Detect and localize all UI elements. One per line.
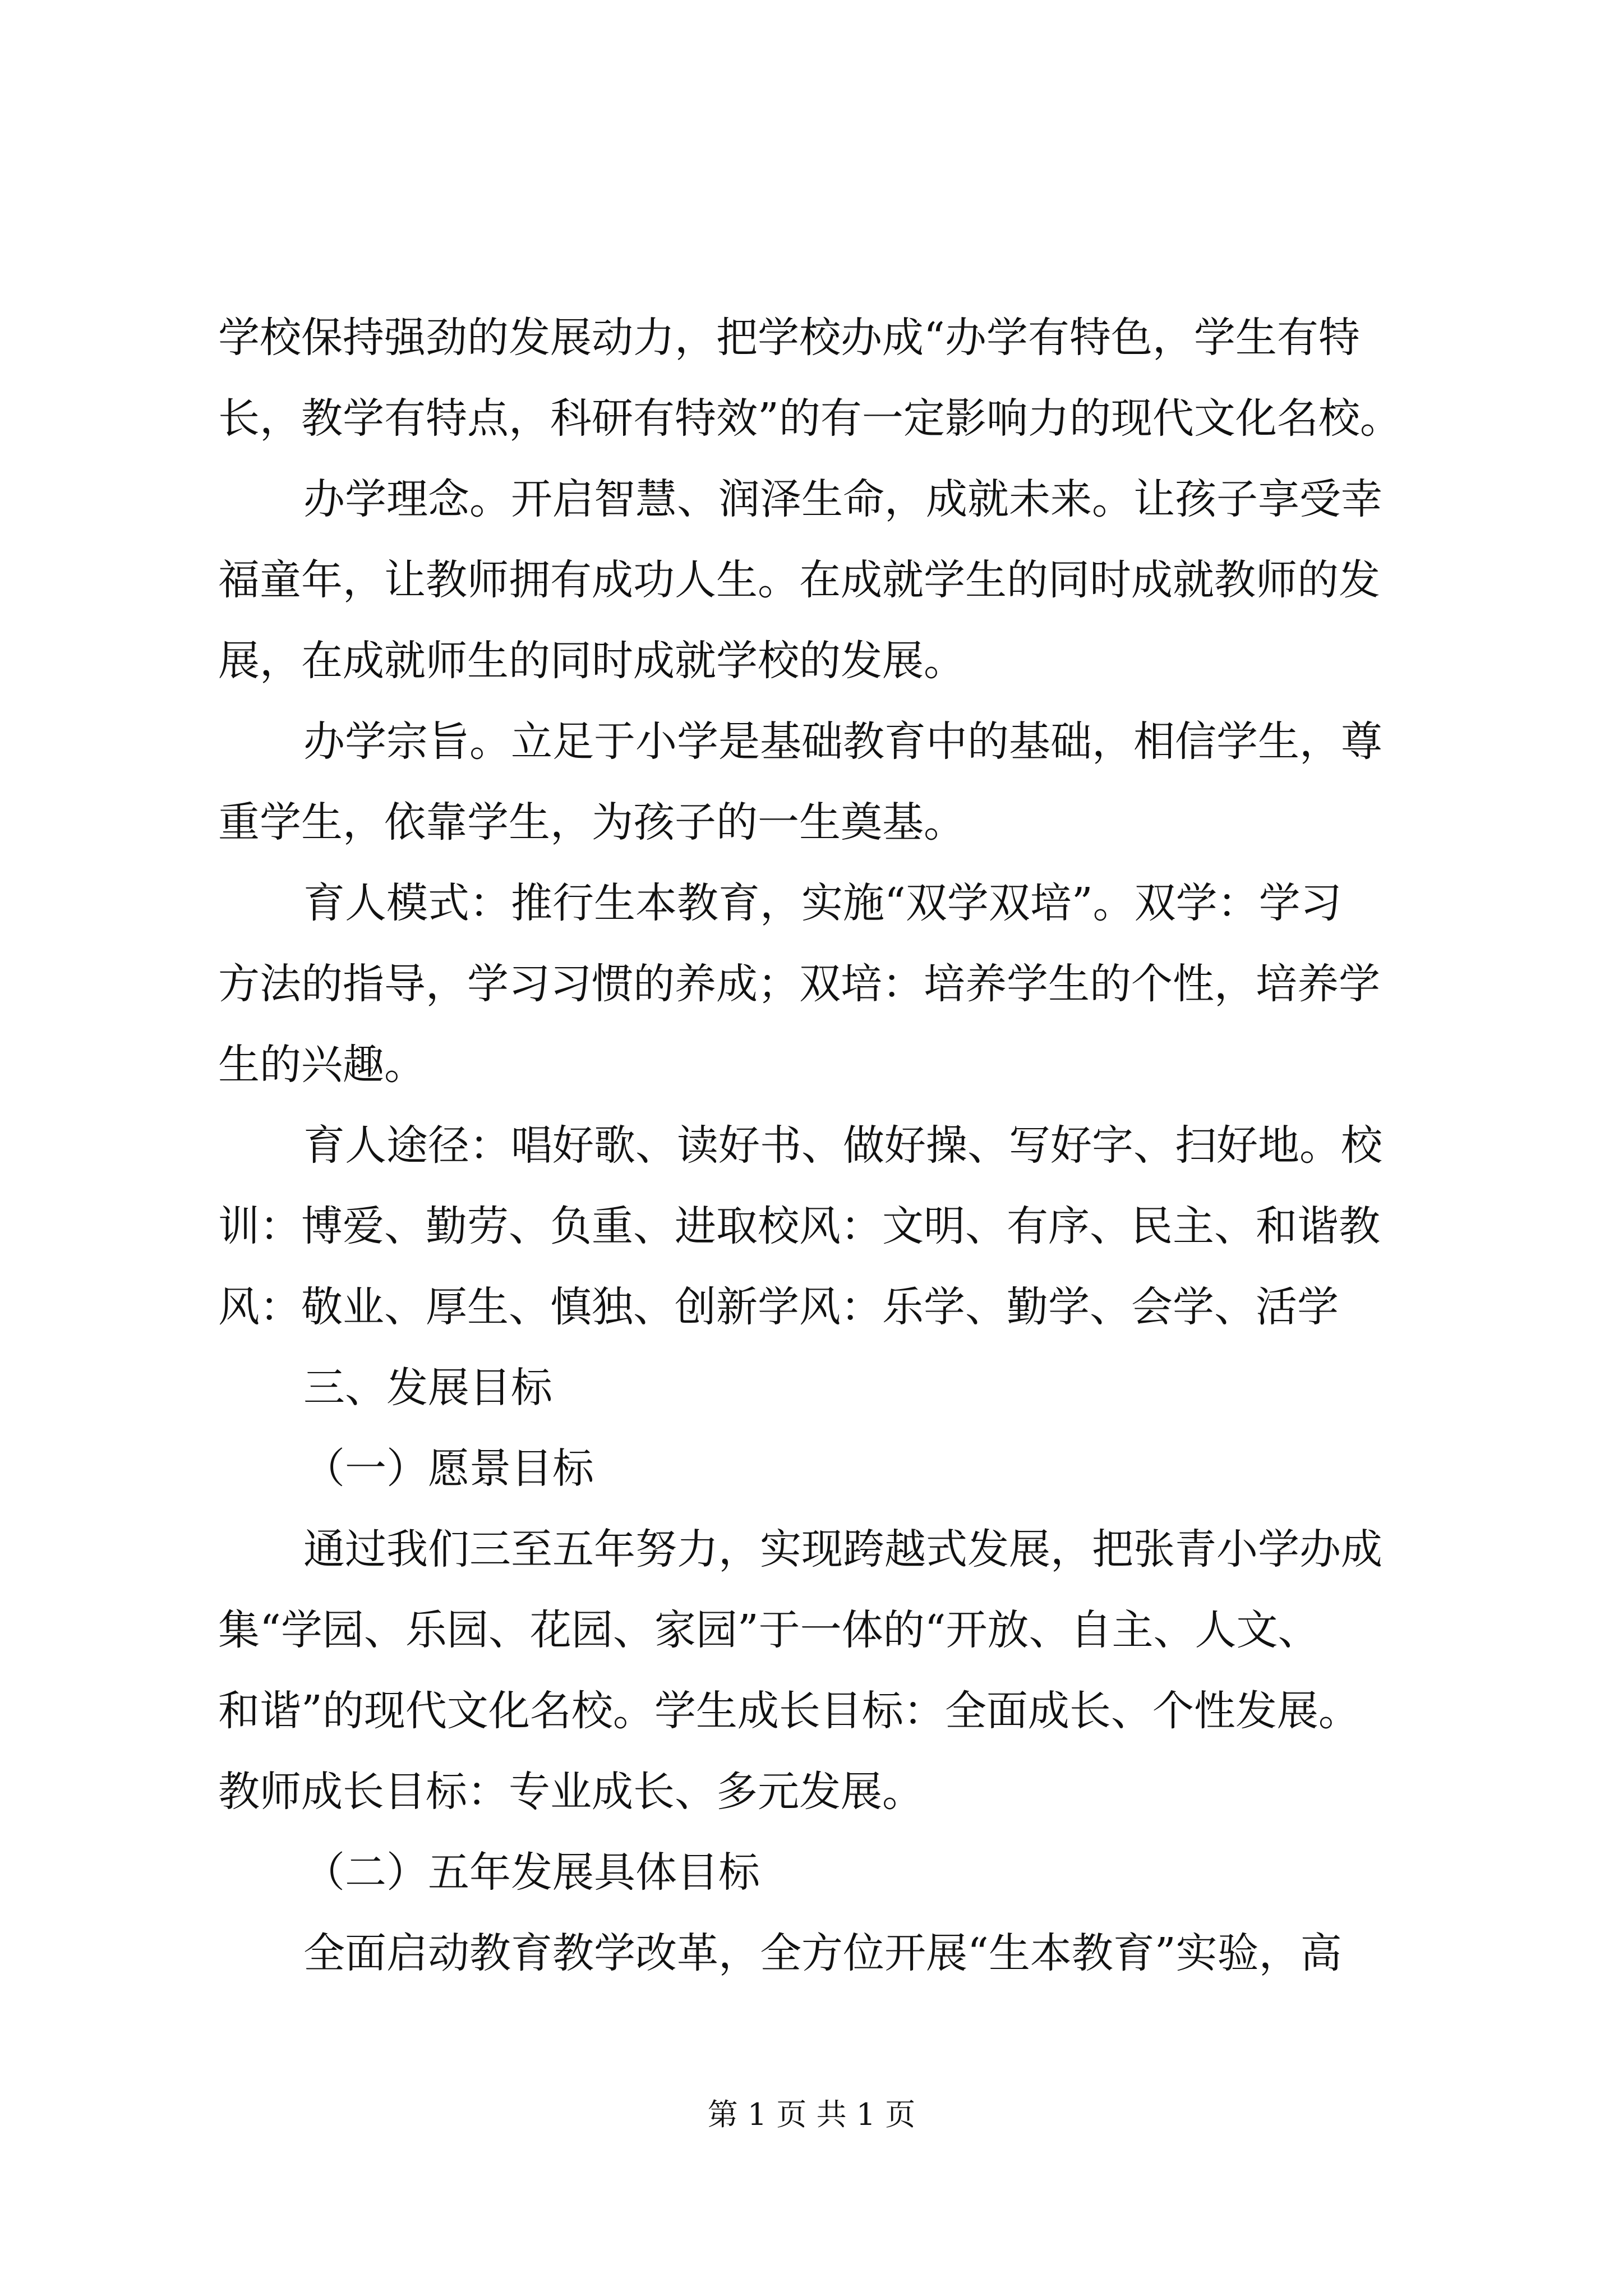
subsection-heading: （二）五年发展具体目标 — [303, 1848, 760, 1897]
text-line: 训：博爱、勤劳、负重、进取校风：文明、有序、民主、和谐教 — [218, 1202, 1380, 1250]
text-line: 办学宗旨。立足于小学是基础教育中的基础，相信学生，尊 — [303, 717, 1382, 766]
text-line: 方法的指导，学习习惯的养成；双培：培养学生的个性，培养学 — [218, 960, 1380, 1008]
text-line: 学校保持强劲的发展动力，把学校办成“办学有特色，学生有特 — [218, 314, 1360, 362]
text-line: 风：敬业、厚生、慎独、创新学风：乐学、勤学、会学、活学 — [218, 1283, 1339, 1331]
page-number-footer: 第 1 页 共 1 页 — [707, 2097, 916, 2132]
text-line: 和谐”的现代文化名校。学生成长目标：全面成长、个性发展。 — [218, 1687, 1360, 1735]
section-heading: 三、发展目标 — [303, 1364, 552, 1412]
text-line: 重学生，依靠学生，为孩子的一生奠基。 — [218, 798, 965, 846]
text-line: 教师成长目标：专业成长、多元发展。 — [218, 1768, 924, 1816]
text-line: 长，教学有特点，科研有特效”的有一定影响力的现代文化名校。 — [218, 394, 1401, 443]
text-line: 育人途径：唱好歌、读好书、做好操、写好字、扫好地。校 — [303, 1121, 1382, 1170]
text-line: 生的兴趣。 — [218, 1041, 426, 1089]
text-line: 展，在成就师生的同时成就学校的发展。 — [218, 637, 965, 685]
text-line: 全面启动教育教学改革，全方位开展“生本教育”实验，高 — [303, 1929, 1342, 1977]
text-line: 集“学园、乐园、花园、家园”于一体的“开放、自主、人文、 — [218, 1606, 1320, 1654]
document-body — [218, 297, 1418, 1994]
subsection-heading: （一）愿景目标 — [303, 1444, 594, 1493]
text-line: 通过我们三至五年努力，实现跨越式发展，把张青小学办成 — [303, 1525, 1382, 1573]
text-line: 福童年，让教师拥有成功人生。在成就学生的同时成就教师的发 — [218, 556, 1380, 604]
text-line: 育人模式：推行生本教育，实施“双学双培”。双学：学习 — [303, 879, 1342, 927]
text-line: 办学理念。开启智慧、润泽生命，成就未来。让孩子享受幸 — [303, 475, 1382, 523]
